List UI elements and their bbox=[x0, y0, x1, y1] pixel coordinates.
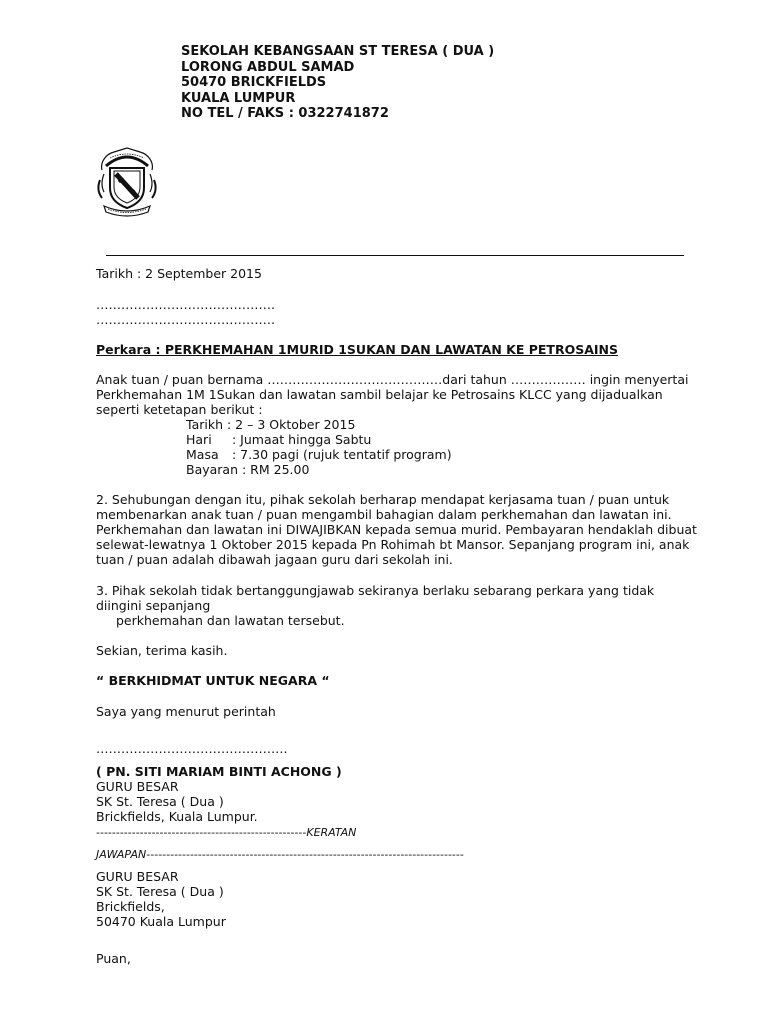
para3-line-2: diingini sepanjang bbox=[96, 598, 211, 613]
detail-date-label: Tarikh bbox=[186, 417, 223, 432]
para3-line-3: perkhemahan dan lawatan tersebut. bbox=[116, 613, 345, 628]
cut-line-word-keratan: KERATAN bbox=[306, 826, 357, 839]
detail-fee-value: : RM 25.00 bbox=[242, 462, 310, 477]
signatory-name: ( PN. SITI MARIAM BINTI ACHONG ) bbox=[96, 764, 342, 779]
school-city: KUALA LUMPUR bbox=[181, 90, 296, 106]
detail-day bbox=[186, 432, 371, 447]
cut-line-dashes-2: -------------------------------------------------------------------------------- bbox=[146, 848, 464, 861]
sign-off: Saya yang menurut perintah bbox=[96, 704, 276, 719]
para1-line-3: seperti ketetapan berikut : bbox=[96, 402, 263, 417]
para2-line-5: tuan / puan adalah dibawah jagaan guru dari sekolah ini. bbox=[96, 552, 453, 567]
reply-salutation: Puan, bbox=[96, 951, 131, 966]
para1-line-1: Anak tuan / puan bernama ……………………………………dari tahun ……………… ingin menyertai bbox=[96, 372, 689, 387]
cut-line-dashes-1: ----------------------------------------------------- bbox=[96, 826, 307, 839]
school-name: SEKOLAH KEBANGSAAN ST TERESA ( DUA ) bbox=[181, 44, 495, 59]
cut-line-jawapan bbox=[96, 847, 464, 862]
detail-time bbox=[186, 447, 452, 462]
recipient-line-2: ……………………………………. bbox=[96, 312, 275, 327]
detail-time-value: : 7.30 pagi (rujuk tentatif program) bbox=[232, 447, 452, 462]
signatory-address: Brickfields, Kuala Lumpur. bbox=[96, 809, 258, 824]
signature-line: ………………………………………. bbox=[96, 741, 288, 756]
detail-date-value: : 2 – 3 Oktober 2015 bbox=[226, 417, 356, 432]
school-motto: “ BERKHIDMAT UNTUK NEGARA “ bbox=[96, 673, 330, 688]
detail-fee bbox=[186, 462, 309, 477]
para3-line-1: 3. Pihak sekolah tidak bertanggungjawab sekiranya berlaku sebarang perkara yang tidak bbox=[96, 583, 655, 598]
detail-day-value: : Jumaat hingga Sabtu bbox=[232, 432, 372, 447]
school-tel-fax: NO TEL / FAKS : 0322741872 bbox=[181, 106, 389, 121]
recipient-line-1: ……………………………………. bbox=[96, 297, 275, 312]
para2-line-1: 2. Sehubungan dengan itu, pihak sekolah berharap mendapat kerjasama tuan / puan untuk bbox=[96, 492, 670, 507]
para2-line-2: membenarkan anak tuan / puan mengambil bahagian dalam perkhemahan dan lawatan ini. bbox=[96, 507, 672, 522]
header-divider bbox=[106, 255, 684, 256]
cut-line-word-jawapan: JAWAPAN bbox=[96, 848, 147, 861]
para2-line-3: Perkhemahan dan lawatan ini DIWAJIBKAN kepada semua murid. Pembayaran hendaklah dibuat bbox=[96, 522, 697, 537]
reply-to-area: Brickfields, bbox=[96, 899, 165, 914]
signatory-title: GURU BESAR bbox=[96, 779, 179, 794]
detail-fee-label: Bayaran bbox=[186, 462, 239, 477]
letter-date: Tarikh : 2 September 2015 bbox=[96, 266, 262, 281]
reply-to-city: 50470 Kuala Lumpur bbox=[96, 914, 226, 929]
school-street: LORONG ABDUL SAMAD bbox=[181, 59, 355, 75]
school-crest-logo bbox=[94, 140, 160, 220]
reply-to-title: GURU BESAR bbox=[96, 869, 179, 884]
signatory-school: SK St. Teresa ( Dua ) bbox=[96, 794, 224, 809]
closing-text: Sekian, terima kasih. bbox=[96, 643, 228, 658]
school-postcode-area: 50470 BRICKFIELDS bbox=[181, 75, 327, 90]
detail-date bbox=[186, 417, 355, 432]
reply-to-school: SK St. Teresa ( Dua ) bbox=[96, 884, 224, 899]
detail-day-label: Hari bbox=[186, 432, 212, 447]
letterhead bbox=[181, 44, 581, 121]
para1-line-2: Perkhemahan 1M 1Sukan dan lawatan sambil belajar ke Petrosains KLCC yang dijadualkan bbox=[96, 387, 663, 402]
cut-line-keratan bbox=[96, 825, 356, 840]
para2-line-4: selewat-lewatnya 1 Oktober 2015 kepada Pn Rohimah bt Mansor. Sepanjang program ini, anak bbox=[96, 537, 690, 552]
letter-subject: Perkara : PERKHEMAHAN 1MURID 1SUKAN DAN LAWATAN KE PETROSAINS bbox=[96, 342, 619, 357]
detail-time-label: Masa bbox=[186, 447, 219, 462]
